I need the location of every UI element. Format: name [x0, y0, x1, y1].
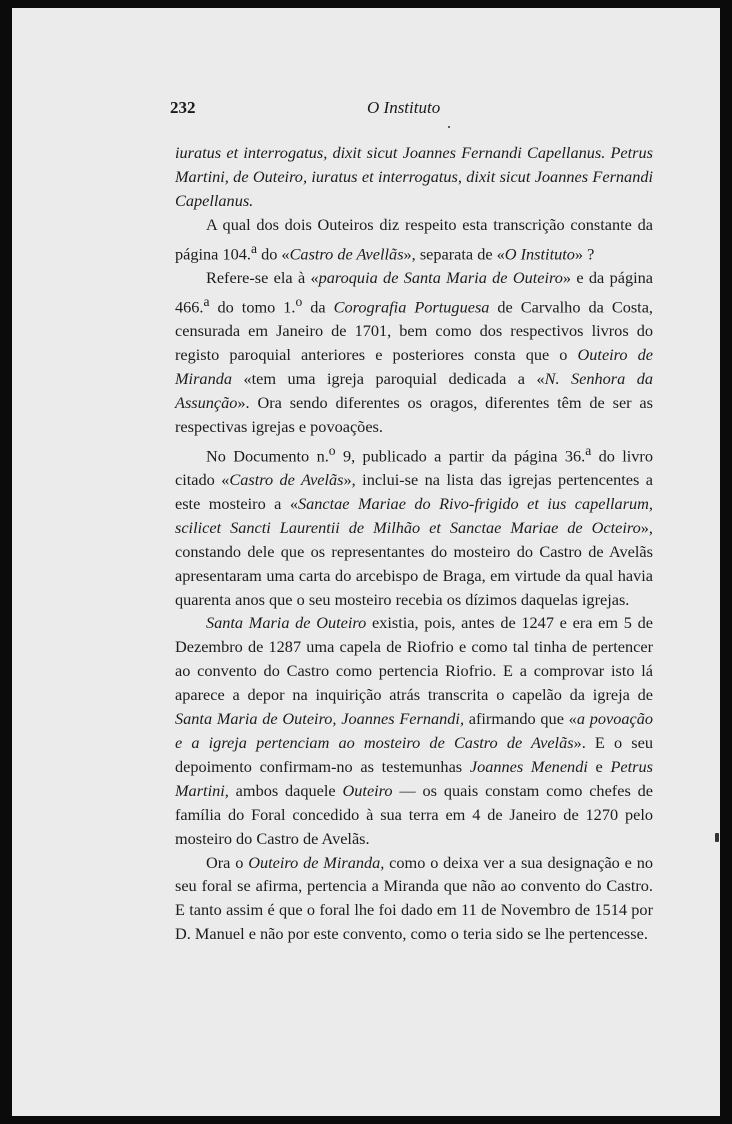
page-number: 232 [170, 98, 196, 117]
scan-speck [715, 833, 719, 842]
book-page [12, 8, 720, 1116]
scan-speck [448, 126, 450, 128]
running-title: O Instituto [367, 98, 441, 117]
body-text [175, 141, 653, 946]
paragraph-document: No Documento n.$^o$ 9, publicado a partir da página 36.$^a$ do livro citado «Castro de Avelãs», inclui-se na lista das igrejas pertencentes a este mosteiro a «Sanctae Mariae do Rivo-frigido et ius capellarum, scilicet Sancti Laurentii de Milhão et Sanctae Mariae de Octeiro», constando dele que os representantes do mosteiro do Castro de Avelãs apresentaram uma carta do arcebispo de Braga, em virtude da qual havia quarenta anos que o seu mosteiro recebia os dízimos daquelas igrejas. [175, 442, 653, 609]
paragraph-reference: Refere-se ela à «paroquia de Santa Maria de Outeiro» e da página 466.$^a$ do tomo 1.$^o$ da Corografia Portuguesa de Carvalho da Costa, censurada em Janeiro de 1701, bem como dos respectivos livros do registo paroquial anteriores e posteriores consta que o Outeiro de Miranda «tem uma igreja paroquial dedicada a «N. Senhora da Assunção». Ora sendo diferentes os oragos, diferentes têm de ser as respectivas igrejas e povoações. [175, 267, 654, 436]
page-header [12, 98, 720, 124]
paragraph-latin-quote: iuratus et interrogatus, dixit sicut Joannes Fernandi Capellanus. Petrus Martini, de Outeiro, iuratus et interrogatus, dixit sicut Joannes Fernandi Capellanus. [175, 143, 653, 210]
paragraph-question: A qual dos dois Outeiros diz respeito esta transcrição constante da página 104.$^a$ do «Castro de Avellãs», separata de «O Instituto» ? [175, 214, 653, 264]
paragraph-conclusion: Ora o Outeiro de Miranda, como o deixa ver a sua designação e no seu foral se afirma, pertencia a Miranda que não ao convento do Castro. E tanto assim é que o foral lhe foi dado em 11 de Novembro de 1514 por D. Manuel e não por este convento, como o teria sido se lhe pertencesse. [175, 852, 654, 944]
paragraph-santa-maria: Santa Maria de Outeiro existia, pois, antes de 1247 e era em 5 de Dezembro de 1287 uma capela de Riofrio e como tal tinha de pertencer ao convento do Castro como pertencia Riofrio. E a comprovar isto lá aparece a depor na inquirição atrás transcrita o capelão da igreja de Santa Maria de Outeiro, Joannes Fernandi, afirmando que «a povoação e a igreja pertenciam ao mosteiro de Castro de Avelãs». E o seu depoimento confirmam-no as testemunhas Joannes Menendi e Petrus Martini, ambos daquele Outeiro — os quais constam como chefes de família do Foral concedido à sua terra em 4 de Janeiro de 1270 pelo mosteiro do Castro de Avelãs. [175, 613, 654, 848]
